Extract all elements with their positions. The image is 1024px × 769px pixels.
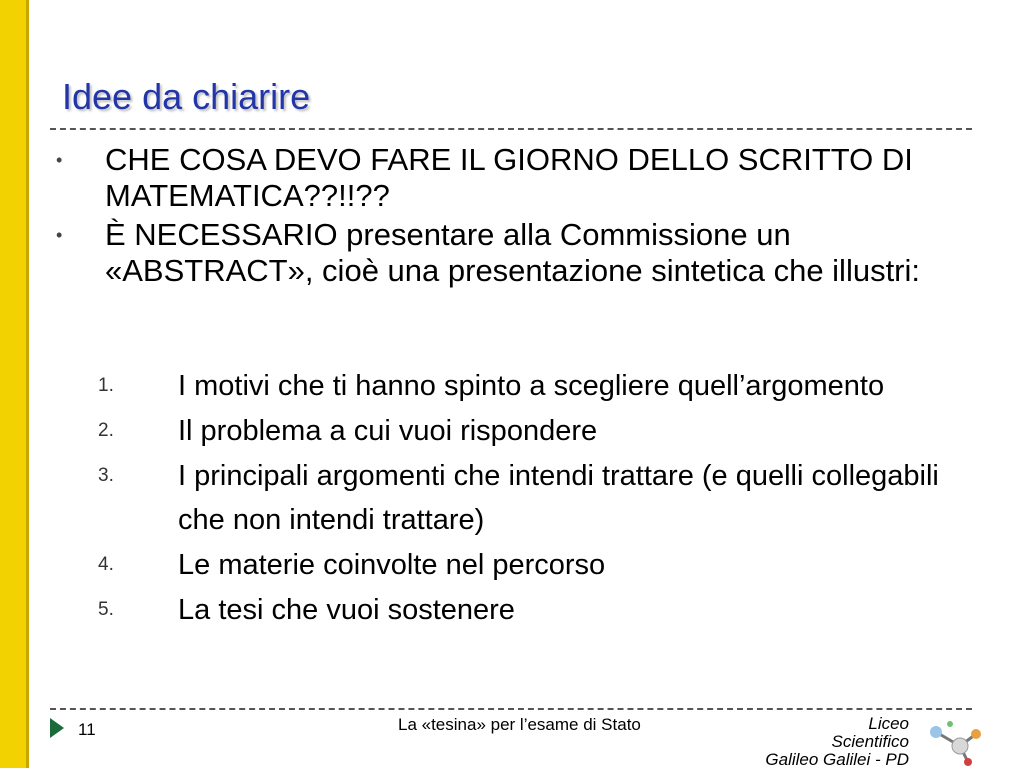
bullet-text: CHE COSA DEVO FARE IL GIORNO DELLO SCRITTO DI MATEMATICA??!!??: [105, 142, 913, 213]
title-divider: [50, 128, 972, 130]
item-number: 1.: [98, 375, 114, 396]
item-text: Il problema a cui vuoi rispondere: [178, 415, 598, 447]
school-line: Scientifico: [831, 732, 909, 751]
numbered-item: [98, 588, 978, 632]
school-name: [649, 715, 909, 769]
item-text: I principali argomenti che intendi trattare (e quelli collegabili che non intendi trattare): [178, 460, 939, 536]
item-number: 2.: [98, 420, 114, 441]
item-text: Le materie coinvolte nel percorso: [178, 549, 606, 581]
bullet-item: [56, 142, 986, 214]
bullet-text: È NECESSARIO presentare alla Commissione un «ABSTRACT», cioè una presentazione sintetica che illustri:: [105, 217, 921, 288]
numbered-item: [98, 454, 978, 542]
school-line: Liceo: [868, 714, 909, 733]
left-accent-bar: [0, 0, 29, 768]
item-number: 5.: [98, 599, 114, 620]
school-line: Galileo Galilei - PD: [765, 750, 909, 769]
page-number: 11: [78, 720, 96, 739]
molecule-logo-icon: [922, 712, 986, 766]
bullet-dot: •: [56, 150, 63, 170]
numbered-item: [98, 364, 978, 408]
bullet-item: [56, 217, 986, 289]
bullet-list: [56, 142, 986, 292]
item-number: 3.: [98, 465, 114, 486]
numbered-item: [98, 409, 978, 453]
item-text: La tesi che vuoi sostenere: [178, 594, 515, 626]
footer-divider: [50, 708, 972, 710]
right-triangle-arrow-icon: [50, 718, 64, 738]
numbered-list: [98, 364, 978, 633]
item-number: 4.: [98, 554, 114, 575]
numbered-item: [98, 543, 978, 587]
footer-title: La «tesina» per l’esame di Stato: [398, 715, 641, 734]
item-text: I motivi che ti hanno spinto a scegliere quell’argomento: [178, 370, 885, 402]
bullet-dot: •: [56, 225, 63, 245]
slide-title: Idee da chiarire: [62, 76, 311, 117]
